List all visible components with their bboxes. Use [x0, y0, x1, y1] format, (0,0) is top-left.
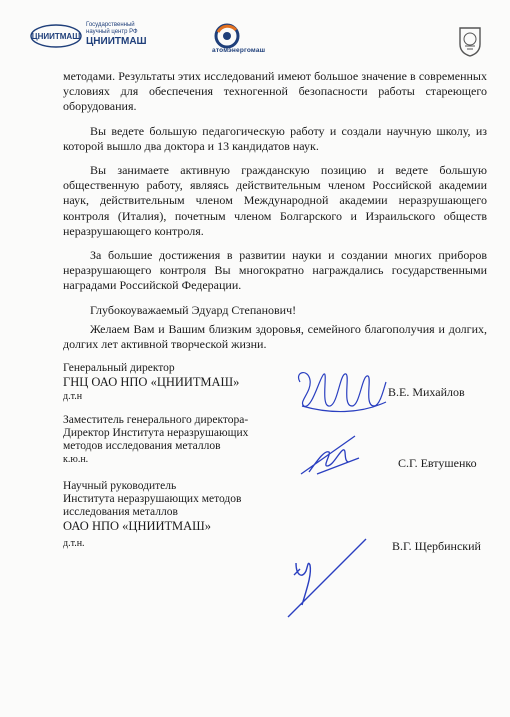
paragraph-4: За большие достижения в развитии науки и создании многих приборов неразрушающего контроля Вы многократно награждались государственными наградами Российской Федерации. — [63, 248, 487, 293]
signature-scribble-3 — [282, 535, 372, 621]
left-logo-text: ЦНИИТМАШ — [31, 32, 81, 41]
signature-block-3 — [63, 480, 241, 550]
paragraph-5: Желаем Вам и Вашим близким здоровья, семейного благополучия и долгих, долгих лет активной творческой жизни. — [63, 321, 487, 352]
caption-line-2: научный центр РФ — [86, 29, 138, 35]
letter-body — [63, 69, 487, 361]
sig1-line2: ГНЦ ОАО НПО «ЦНИИТМАШ» — [63, 375, 240, 389]
cniitmash-logo-icon — [30, 24, 82, 48]
paragraph-1: методами. Результаты этих исследований имеют большое значение в современных условиях для обеспечения техногенной безопасности работы стареющего оборудования. — [63, 69, 487, 114]
signature-scribble-2 — [295, 428, 365, 480]
paragraph-2: Вы ведете большую педагогическую работу и создали научную школу, из которой вышло два доктора и 13 кандидатов наук. — [63, 123, 487, 153]
emblem-icon — [456, 26, 484, 58]
sig3-line3: исследования металлов — [63, 506, 178, 518]
sig2-line3: методов исследования металлов — [63, 440, 221, 452]
sig3-line1: Научный руководитель — [63, 480, 177, 492]
sig3-line4: ОАО НПО «ЦНИИТМАШ» — [63, 519, 211, 533]
cniitmash-caption — [86, 22, 176, 48]
sig1-line1: Генеральный директор — [63, 362, 175, 374]
sig2-name: С.Г. Евтушенко — [398, 456, 477, 470]
sig2-line2: Директор Института неразрушающих — [63, 427, 249, 439]
sig2-line1: Заместитель генерального директора- — [63, 414, 249, 426]
sig2-line4: к.ю.н. — [63, 454, 89, 465]
greeting: Глубокоуважаемый Эдуард Степанович! — [90, 302, 297, 317]
sig3-name: В.Г. Щербинский — [392, 539, 481, 553]
sig3-line5: д.т.н. — [63, 538, 85, 549]
atomenergomash-text: атомэнергомаш — [212, 47, 266, 54]
signature-block-1 — [63, 362, 239, 403]
sig1-line3: д.т.н — [63, 391, 83, 402]
paragraph-3: Вы занимаете активную гражданскую позицию и ведете большую общественную работу, являясь действительным членом Российской академии наук, действительным членом Международной академии неразрушающего контроля (Италия), почетным членом Болгарского и Израильского обществ неразрушающего контроля. — [63, 163, 487, 238]
sig1-name: В.Е. Михайлов — [388, 385, 465, 399]
signature-block-2 — [63, 414, 248, 466]
letterhead — [24, 16, 494, 68]
caption-brand: ЦНИИТМАШ — [86, 36, 147, 47]
sig3-line2: Института неразрушающих методов — [63, 493, 242, 505]
caption-line-1: Государственный — [86, 22, 135, 28]
signature-scribble-1 — [290, 362, 390, 422]
